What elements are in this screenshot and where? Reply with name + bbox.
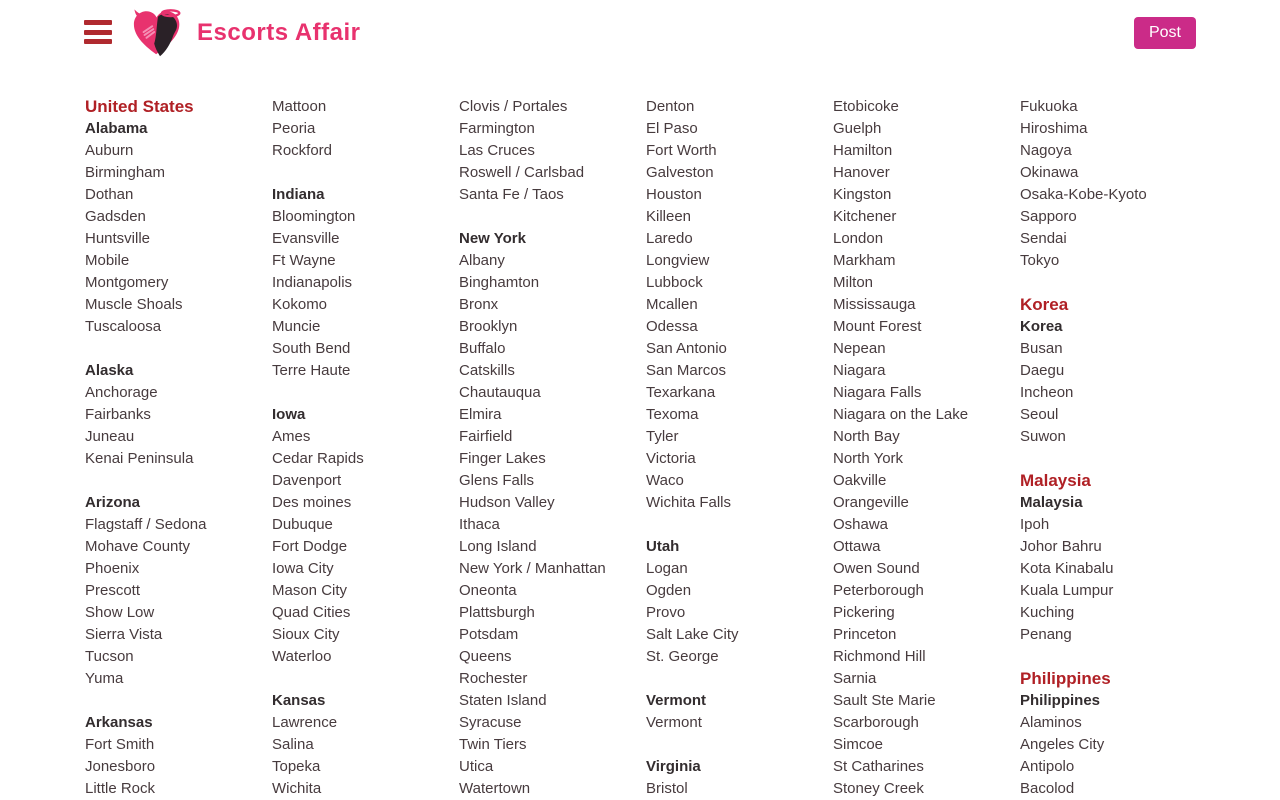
hamburger-bar (84, 20, 112, 25)
city-link[interactable]: Tyler (646, 428, 679, 445)
city-link[interactable]: Hanover (833, 164, 890, 181)
city-link[interactable]: Angeles City (1020, 736, 1105, 753)
city-link[interactable]: Peoria (272, 120, 316, 137)
city-link[interactable]: Waco (646, 472, 684, 489)
hamburger-menu-icon[interactable] (84, 20, 112, 44)
city-link[interactable]: Tokyo (1020, 252, 1060, 269)
state-link[interactable]: New York (459, 230, 526, 247)
column-gap (1020, 646, 1207, 668)
column-gap (272, 668, 459, 690)
city-link[interactable]: Kokomo (272, 296, 328, 313)
city-link[interactable]: Guelph (833, 120, 882, 137)
country-link[interactable]: Malaysia (1020, 471, 1091, 490)
city-link[interactable]: Roswell / Carlsbad (459, 164, 585, 181)
city-link[interactable]: Prescott (85, 582, 141, 599)
city-link[interactable]: Huntsville (85, 230, 151, 247)
city-link[interactable]: Mississauga (833, 296, 916, 313)
city-link[interactable]: Long Island (459, 538, 537, 555)
city-link[interactable]: Provo (646, 604, 686, 621)
city-link[interactable]: San Antonio (646, 340, 727, 357)
city-link[interactable]: Denton (646, 98, 695, 115)
city-link[interactable]: Mobile (85, 252, 130, 269)
city-link[interactable]: Owen Sound (833, 560, 920, 577)
city-link[interactable]: Mason City (272, 582, 348, 599)
city-link[interactable]: Oakville (833, 472, 887, 489)
city-link[interactable]: Penang (1020, 626, 1072, 643)
column-gap (1020, 448, 1207, 470)
city-link[interactable]: Daegu (1020, 362, 1065, 379)
city-link[interactable]: Sarnia (833, 670, 877, 687)
city-link[interactable]: Markham (833, 252, 896, 269)
city-link[interactable]: Tucson (85, 648, 134, 665)
country-link[interactable]: United States (85, 97, 194, 116)
city-link[interactable]: Indianapolis (272, 274, 353, 291)
state-link[interactable]: Kansas (272, 692, 326, 709)
city-link[interactable]: Ithaca (459, 516, 500, 533)
state-link[interactable]: Virginia (646, 758, 701, 775)
city-link[interactable]: South Bend (272, 340, 351, 357)
city-link[interactable]: Kenai Peninsula (85, 450, 194, 467)
city-link[interactable]: Waterloo (272, 648, 332, 665)
city-link[interactable]: St Catharines (833, 758, 924, 775)
city-link[interactable]: Lawrence (272, 714, 338, 731)
city-link[interactable]: Wichita Falls (646, 494, 732, 511)
state-link[interactable]: Iowa (272, 406, 306, 423)
column-gap (646, 514, 833, 536)
city-link[interactable]: Watertown (459, 780, 531, 797)
city-link[interactable]: Catskills (459, 362, 515, 379)
city-link[interactable]: Incheon (1020, 384, 1074, 401)
city-link[interactable]: Longview (646, 252, 710, 269)
city-link[interactable]: Clovis / Portales (459, 98, 568, 115)
city-link[interactable]: London (833, 230, 884, 247)
city-link[interactable]: Niagara Falls (833, 384, 922, 401)
city-link[interactable]: North York (833, 450, 904, 467)
city-link[interactable]: Niagara on the Lake (833, 406, 969, 423)
city-link[interactable]: Bronx (459, 296, 499, 313)
city-link[interactable]: Hiroshima (1020, 120, 1088, 137)
brand-name: Escorts Affair (197, 19, 361, 46)
city-link[interactable]: Potsdam (459, 626, 519, 643)
city-link[interactable]: Kitchener (833, 208, 897, 225)
city-link[interactable]: Seoul (1020, 406, 1059, 423)
column-gap (85, 470, 272, 492)
city-link[interactable]: Salina (272, 736, 314, 753)
directory-column (272, 96, 459, 800)
city-link[interactable]: Utica (459, 758, 494, 775)
city-link[interactable]: Victoria (646, 450, 696, 467)
city-link[interactable]: Houston (646, 186, 702, 203)
city-link[interactable]: Rochester (459, 670, 528, 687)
country-link[interactable]: Korea (1020, 295, 1069, 314)
city-link[interactable]: Muscle Shoals (85, 296, 183, 313)
city-link[interactable]: Fort Worth (646, 142, 717, 159)
column-gap (646, 734, 833, 756)
heart-devil-angel-logo-icon (131, 8, 189, 58)
city-link[interactable]: Sapporo (1020, 208, 1077, 225)
column-gap (85, 338, 272, 360)
city-link[interactable]: Mount Forest (833, 318, 922, 335)
city-link[interactable]: Tuscaloosa (85, 318, 162, 335)
city-link[interactable]: Stoney Creek (833, 780, 924, 797)
city-link[interactable]: Oshawa (833, 516, 889, 533)
city-link[interactable]: Okinawa (1020, 164, 1079, 181)
city-link[interactable]: Terre Haute (272, 362, 351, 379)
city-link[interactable]: Orangeville (833, 494, 909, 511)
directory-column (833, 96, 1020, 800)
city-link[interactable]: Fairbanks (85, 406, 151, 423)
city-link[interactable]: Fukuoka (1020, 98, 1078, 115)
city-link[interactable]: Brooklyn (459, 318, 518, 335)
city-link[interactable]: Albany (459, 252, 505, 269)
city-link[interactable]: Quad Cities (272, 604, 351, 621)
city-link[interactable]: Gadsden (85, 208, 146, 225)
city-link[interactable]: Richmond Hill (833, 648, 926, 665)
column-gap (459, 206, 646, 228)
city-link[interactable]: Logan (646, 560, 688, 577)
hamburger-bar (84, 39, 112, 44)
city-link[interactable]: Pickering (833, 604, 895, 621)
city-link[interactable]: Muncie (272, 318, 321, 335)
city-link[interactable]: San Marcos (646, 362, 727, 379)
city-link[interactable]: Sioux City (272, 626, 340, 643)
city-link[interactable]: Evansville (272, 230, 340, 247)
site-header (0, 0, 1280, 96)
city-link[interactable]: Little Rock (85, 780, 156, 797)
city-link[interactable]: Bristol (646, 780, 688, 797)
city-link[interactable]: Niagara (833, 362, 886, 379)
city-link[interactable]: Santa Fe / Taos (459, 186, 564, 203)
city-link[interactable]: Wichita (272, 780, 322, 797)
city-link[interactable]: Fort Smith (85, 736, 155, 753)
site-logo[interactable] (131, 8, 361, 58)
city-link[interactable]: Hudson Valley (459, 494, 555, 511)
city-link[interactable]: Texarkana (646, 384, 716, 401)
city-link[interactable]: Oneonta (459, 582, 517, 599)
city-link[interactable]: St. George (646, 648, 719, 665)
city-link[interactable]: Mohave County (85, 538, 191, 555)
city-link[interactable]: Vermont (646, 714, 702, 731)
hamburger-bar (84, 30, 112, 35)
column-gap (272, 162, 459, 184)
city-link[interactable]: Ogden (646, 582, 692, 599)
city-link[interactable]: Farmington (459, 120, 535, 137)
city-link[interactable]: Birmingham (85, 164, 166, 181)
city-link[interactable]: Dothan (85, 186, 134, 203)
city-link[interactable]: Fairfield (459, 428, 513, 445)
city-link[interactable]: Nagoya (1020, 142, 1072, 159)
city-link[interactable]: Plattsburgh (459, 604, 535, 621)
city-link[interactable]: Laredo (646, 230, 693, 247)
city-link[interactable]: Twin Tiers (459, 736, 527, 753)
city-link[interactable]: Fort Dodge (272, 538, 348, 555)
city-link[interactable]: Osaka-Kobe-Kyoto (1020, 186, 1147, 203)
city-link[interactable]: Odessa (646, 318, 698, 335)
state-link[interactable]: Arizona (85, 494, 141, 511)
city-link[interactable]: Queens (459, 648, 512, 665)
column-gap (85, 690, 272, 712)
city-link[interactable]: Cedar Rapids (272, 450, 364, 467)
city-link[interactable]: Suwon (1020, 428, 1066, 445)
city-link[interactable]: Etobicoke (833, 98, 899, 115)
city-link[interactable]: Anchorage (85, 384, 158, 401)
city-link[interactable]: Nepean (833, 340, 886, 357)
city-link[interactable]: Alaminos (1020, 714, 1082, 731)
city-link[interactable]: Peterborough (833, 582, 924, 599)
city-link[interactable]: Milton (833, 274, 874, 291)
city-link[interactable]: Ipoh (1020, 516, 1050, 533)
column-gap (272, 382, 459, 404)
city-link[interactable]: Simcoe (833, 736, 884, 753)
state-link[interactable]: Alaska (85, 362, 134, 379)
city-link[interactable]: Hamilton (833, 142, 893, 159)
city-link[interactable]: Staten Island (459, 692, 547, 709)
city-link[interactable]: Sault Ste Marie (833, 692, 936, 709)
city-link[interactable]: Iowa City (272, 560, 334, 577)
city-link[interactable]: Flagstaff / Sedona (85, 516, 207, 533)
city-link[interactable]: Rockford (272, 142, 333, 159)
city-link[interactable]: Show Low (85, 604, 155, 621)
city-link[interactable]: Bacolod (1020, 780, 1075, 797)
city-link[interactable]: Johor Bahru (1020, 538, 1102, 555)
city-link[interactable]: Kuala Lumpur (1020, 582, 1114, 599)
state-link[interactable]: Malaysia (1020, 494, 1083, 511)
country-link[interactable]: Philippines (1020, 669, 1111, 688)
city-link[interactable]: Kuching (1020, 604, 1075, 621)
city-link[interactable]: Bloomington (272, 208, 356, 225)
city-link[interactable]: Dubuque (272, 516, 333, 533)
state-link[interactable]: Korea (1020, 318, 1063, 335)
city-link[interactable]: Elmira (459, 406, 502, 423)
city-link[interactable]: Texoma (646, 406, 699, 423)
directory-column (646, 96, 833, 800)
state-link[interactable]: Vermont (646, 692, 707, 709)
city-link[interactable]: Davenport (272, 472, 342, 489)
city-link[interactable]: Topeka (272, 758, 321, 775)
city-link[interactable]: Lubbock (646, 274, 703, 291)
city-link[interactable]: Jonesboro (85, 758, 156, 775)
city-link[interactable]: Binghamton (459, 274, 540, 291)
city-link[interactable]: Antipolo (1020, 758, 1075, 775)
city-link[interactable]: Las Cruces (459, 142, 535, 159)
city-link[interactable]: Busan (1020, 340, 1063, 357)
column-gap (1020, 272, 1207, 294)
state-link[interactable]: Arkansas (85, 714, 153, 731)
city-link[interactable]: Chautauqua (459, 384, 541, 401)
state-link[interactable]: Utah (646, 538, 680, 555)
post-button[interactable]: Post (1134, 17, 1196, 49)
city-link[interactable]: Princeton (833, 626, 897, 643)
city-link[interactable]: Kingston (833, 186, 892, 203)
city-link[interactable]: Finger Lakes (459, 450, 546, 467)
city-link[interactable]: Buffalo (459, 340, 506, 357)
directory-column (459, 96, 646, 800)
city-link[interactable]: Des moines (272, 494, 352, 511)
city-link[interactable]: New York / Manhattan (459, 560, 606, 577)
state-link[interactable]: Philippines (1020, 692, 1101, 709)
city-link[interactable]: Auburn (85, 142, 134, 159)
city-link[interactable]: Ft Wayne (272, 252, 336, 269)
directory-column (85, 96, 272, 800)
city-link[interactable]: North Bay (833, 428, 900, 445)
state-link[interactable]: Indiana (272, 186, 325, 203)
city-link[interactable]: Sierra Vista (85, 626, 163, 643)
city-link[interactable]: Ames (272, 428, 311, 445)
state-link[interactable]: Alabama (85, 120, 148, 137)
locations-directory (85, 96, 1207, 800)
column-gap (646, 668, 833, 690)
city-link[interactable]: Yuma (85, 670, 124, 687)
city-link[interactable]: Phoenix (85, 560, 140, 577)
city-link[interactable]: Sendai (1020, 230, 1067, 247)
directory-column (1020, 96, 1207, 800)
city-link[interactable]: Montgomery (85, 274, 169, 291)
city-link[interactable]: Glens Falls (459, 472, 535, 489)
city-link[interactable]: El Paso (646, 120, 698, 137)
city-link[interactable]: Kota Kinabalu (1020, 560, 1114, 577)
city-link[interactable]: Juneau (85, 428, 135, 445)
city-link[interactable]: Mattoon (272, 98, 327, 115)
city-link[interactable]: Syracuse (459, 714, 522, 731)
city-link[interactable]: Ottawa (833, 538, 881, 555)
city-link[interactable]: Galveston (646, 164, 714, 181)
city-link[interactable]: Killeen (646, 208, 692, 225)
city-link[interactable]: Salt Lake City (646, 626, 739, 643)
city-link[interactable]: Scarborough (833, 714, 919, 731)
city-link[interactable]: Mcallen (646, 296, 698, 313)
